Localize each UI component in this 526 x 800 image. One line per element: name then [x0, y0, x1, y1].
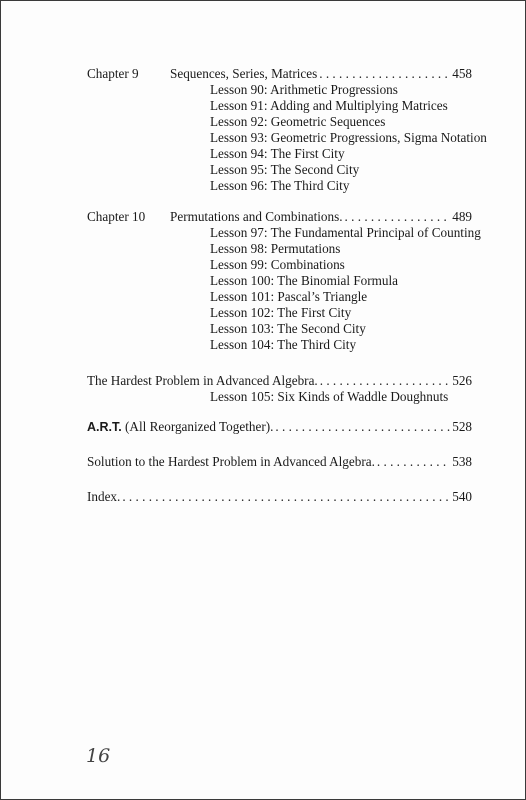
lesson-line: Lesson 103: The Second City: [210, 321, 366, 336]
page-number: 540: [452, 489, 472, 504]
lesson-line: Lesson 98: Permutations: [210, 241, 341, 256]
page-folio: 16: [86, 745, 111, 767]
dot-leader: [345, 209, 451, 225]
toc-entry-solution: [87, 454, 472, 470]
dot-leader: [319, 66, 450, 82]
chapter-label: Chapter 9: [87, 66, 139, 81]
page-number: 538: [452, 454, 472, 469]
entry-title: Index.: [87, 489, 121, 504]
page-number: 528: [452, 419, 472, 434]
page-number: 526: [452, 373, 472, 388]
toc-entry-chapter-10: [87, 209, 472, 225]
toc-entry-art: [87, 419, 472, 435]
dot-leader: [320, 373, 451, 389]
dot-leader: [122, 489, 450, 505]
lesson-line: Lesson 99: Combinations: [210, 257, 345, 272]
lesson-line: Lesson 102: The First City: [210, 305, 352, 320]
dot-leader: [275, 419, 450, 435]
lesson-line: Lesson 97: The Fundamental Principal of Counting: [210, 225, 481, 240]
page-number: 489: [452, 209, 472, 224]
lesson-line: Lesson 96: The Third City: [210, 178, 350, 193]
toc-entry-index: [87, 489, 472, 505]
lesson-line: Lesson 90: Arithmetic Progressions: [210, 82, 398, 97]
lesson-line: Lesson 93: Geometric Progressions, Sigma Notation: [210, 130, 487, 145]
toc-entry-chapter-9: [87, 66, 472, 82]
lesson-line: Lesson 101: Pascal’s Triangle: [210, 289, 368, 304]
lesson-line: Lesson 105: Six Kinds of Waddle Doughnuts: [210, 389, 449, 404]
entry-title: Solution to the Hardest Problem in Advanced Algebra.: [87, 454, 375, 469]
lesson-line: Lesson 94: The First City: [210, 146, 345, 161]
lesson-line: Lesson 91: Adding and Multiplying Matrices: [210, 98, 448, 113]
chapter-label: Chapter 10: [87, 209, 146, 224]
entry-title: The Hardest Problem in Advanced Algebra.: [87, 373, 318, 388]
lesson-line: Lesson 104: The Third City: [210, 337, 357, 352]
entry-title: (All Reorganized Together).: [125, 419, 274, 434]
art-acronym: A.R.T.: [87, 420, 122, 434]
chapter-title: Sequences, Series, Matrices: [170, 66, 318, 81]
chapter-title: Permutations and Combinations.: [170, 209, 343, 224]
lesson-line: Lesson 100: The Binomial Formula: [210, 273, 399, 288]
lesson-line: Lesson 92: Geometric Sequences: [210, 114, 386, 129]
lesson-line: Lesson 95: The Second City: [210, 162, 360, 177]
dot-leader: [377, 454, 450, 470]
page-number: 458: [452, 66, 472, 81]
toc-entry-hardest-problem: [87, 373, 472, 389]
